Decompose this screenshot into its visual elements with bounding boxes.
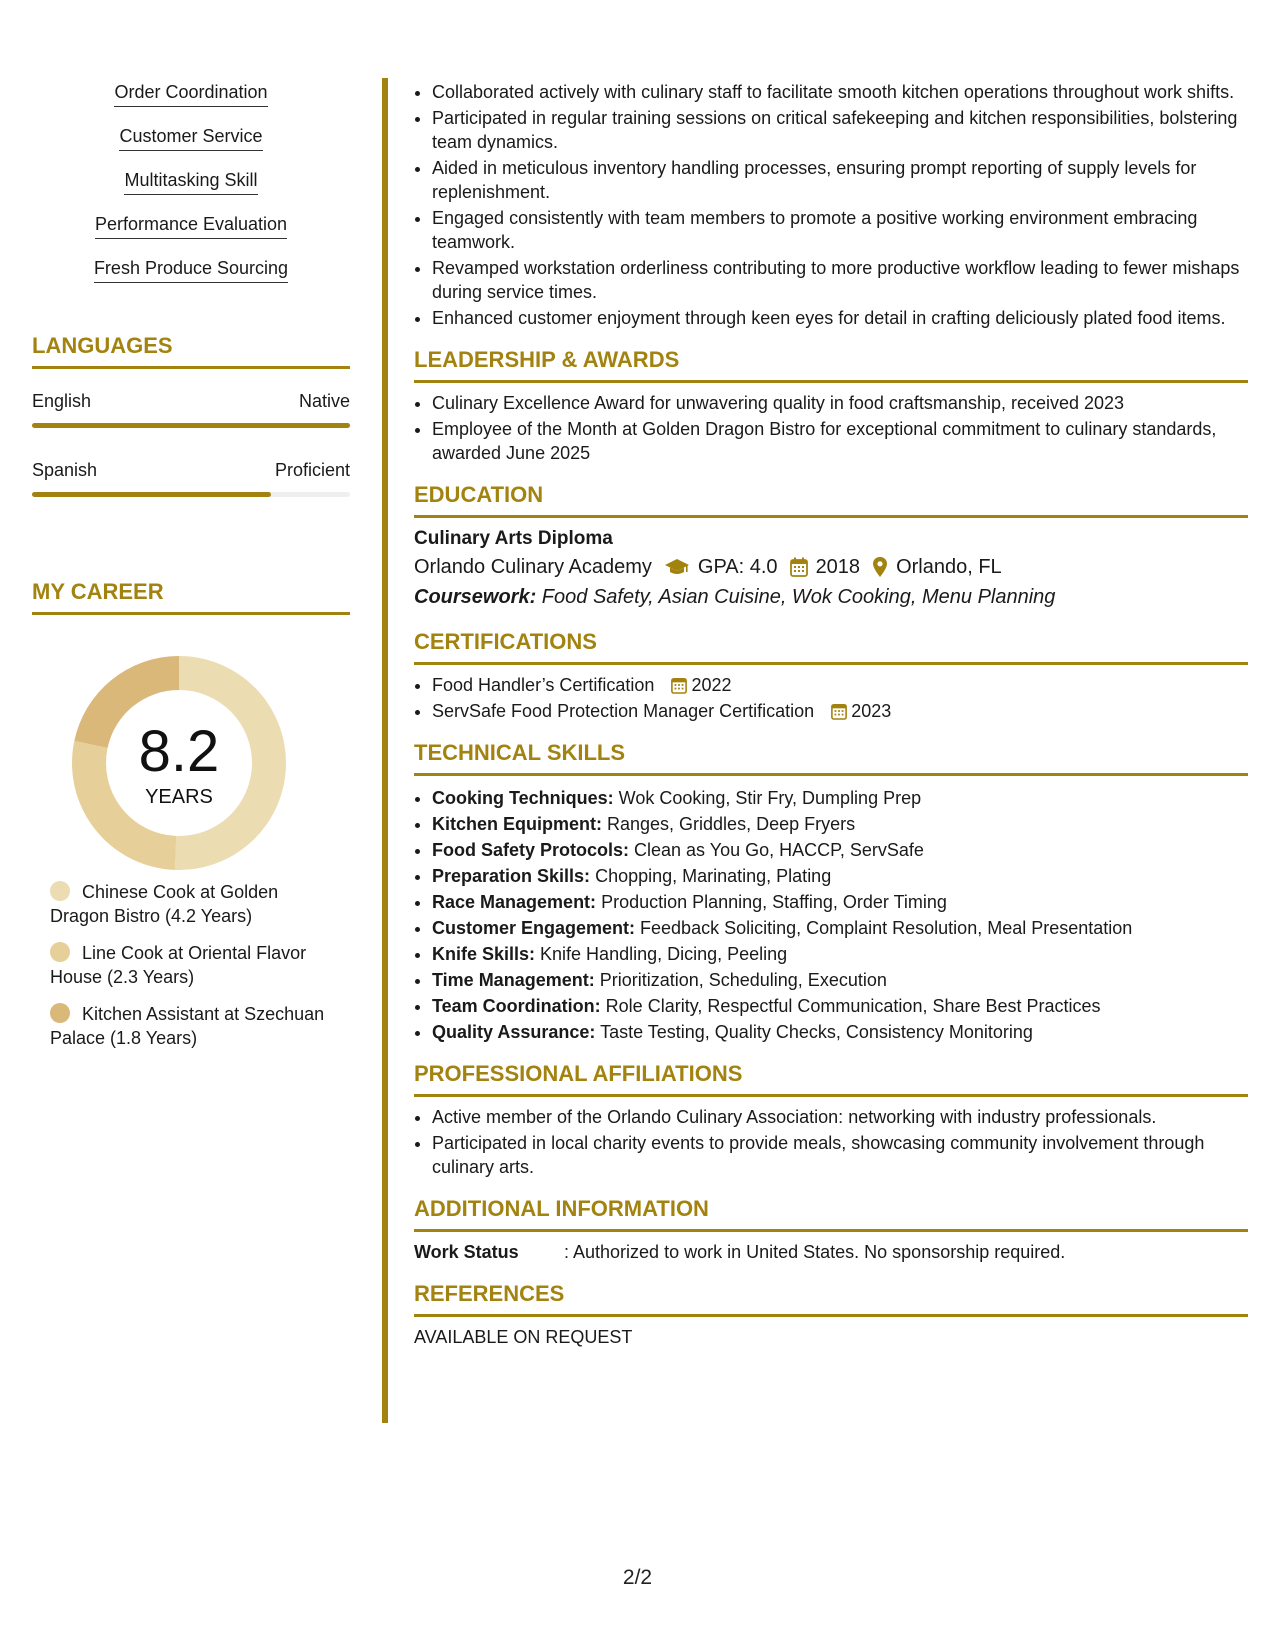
education-section	[414, 481, 1248, 612]
list-item	[432, 812, 1248, 836]
skill-category: Cooking Techniques:	[432, 788, 614, 808]
legend-item	[50, 941, 340, 989]
skill-category: Quality Assurance:	[432, 1022, 596, 1042]
list-item	[432, 786, 1248, 810]
section-rule	[414, 662, 1248, 665]
skill-tag: Performance Evaluation	[95, 212, 287, 239]
legend-item	[50, 1002, 340, 1050]
list-item: • Collaborated actively with culinary staff to facilitate smooth kitchen operations throughout work shifts.	[432, 80, 1248, 104]
skill-tag: Customer Service	[119, 124, 262, 151]
skill-tag: Fresh Produce Sourcing	[94, 256, 288, 283]
section-heading: PROFESSIONAL AFFILIATIONS	[414, 1061, 743, 1086]
career-donut-chart	[66, 650, 292, 876]
language-bar-fill	[32, 423, 350, 428]
section-rule	[414, 773, 1248, 776]
work-status-label: Work Status	[414, 1242, 519, 1262]
section-rule	[32, 366, 350, 369]
section-heading: EDUCATION	[414, 482, 544, 507]
school-name: Orlando Culinary Academy	[414, 556, 652, 578]
career-section	[32, 578, 350, 615]
legend-label: Line Cook at Oriental Flavor House (2.3 Years)	[50, 943, 307, 987]
certification-year: 2022	[691, 675, 732, 695]
language-item	[32, 389, 350, 428]
degree-title: Culinary Arts Diploma	[414, 528, 613, 549]
section-heading: LEADERSHIP & AWARDS	[414, 347, 680, 372]
legend-dot	[50, 942, 70, 962]
right-column	[414, 80, 1248, 1349]
gpa: GPA: 4.0	[697, 556, 778, 578]
section-heading: CERTIFICATIONS	[414, 629, 597, 654]
list-item: • Employee of the Month at Golden Dragon Bistro for exceptional commitment to culinary standards, awarded June 2025	[432, 417, 1248, 465]
section-rule	[414, 380, 1248, 383]
calendar-icon	[671, 676, 687, 694]
work-status-value: : Authorized to work in United States. No sponsorship required.	[564, 1242, 1066, 1262]
list-item: • Enhanced customer enjoyment through keen eyes for detail in crafting deliciously plated food items.	[432, 306, 1248, 330]
list-item: • Participated in regular training sessions on critical safekeeping and kitchen responsibilities, bolstering team dynamics.	[432, 106, 1248, 154]
list-item	[432, 699, 1248, 723]
coursework	[414, 582, 1248, 612]
work-status	[414, 1240, 1248, 1264]
section-heading: MY CAREER	[32, 579, 164, 604]
language-name: Spanish	[32, 460, 98, 480]
skill-values: Production Planning, Staffing, Order Timing	[596, 892, 947, 912]
skill-values: Chopping, Marinating, Plating	[590, 866, 832, 886]
column-divider	[382, 78, 388, 1423]
education-details	[414, 552, 1248, 582]
references-section	[414, 1280, 1248, 1349]
references-text: AVAILABLE ON REQUEST	[414, 1327, 633, 1347]
skill-values: Taste Testing, Quality Checks, Consistency Monitoring	[595, 1022, 1033, 1042]
list-item	[432, 890, 1248, 914]
section-rule	[414, 515, 1248, 518]
language-name: English	[32, 391, 92, 411]
language-level: Proficient	[274, 460, 350, 480]
list-item	[432, 1020, 1248, 1044]
calendar-icon	[831, 702, 847, 720]
skills-list	[32, 80, 350, 300]
coursework-label: Coursework:	[414, 586, 537, 608]
skill-category: Race Management:	[432, 892, 597, 912]
school-location: Orlando, FL	[896, 556, 1002, 578]
career-unit: YEARS	[145, 786, 213, 808]
list-item	[432, 673, 1248, 697]
list-item: • Revamped workstation orderliness contributing to more productive workflow leading to fewer mishaps during service times.	[432, 256, 1248, 304]
section-heading: ADDITIONAL INFORMATION	[414, 1196, 709, 1221]
experience-bullets	[414, 80, 1248, 330]
additional-info-section	[414, 1195, 1248, 1264]
list-item	[432, 864, 1248, 888]
skill-tag: Multitasking Skill	[124, 168, 257, 195]
skill-values: Ranges, Griddles, Deep Fryers	[602, 814, 856, 834]
page-number: 2/2	[622, 1566, 653, 1589]
legend-dot	[50, 881, 70, 901]
list-item: • Active member of the Orlando Culinary Association: networking with industry professionals.	[432, 1105, 1248, 1129]
list-item: • Culinary Excellence Award for unwavering quality in food craftsmanship, received 2023	[432, 391, 1248, 415]
skill-category: Kitchen Equipment:	[432, 814, 602, 834]
certification-name: ServSafe Food Protection Manager Certification	[432, 701, 815, 721]
list-item: • Aided in meticulous inventory handling processes, ensuring prompt reporting of supply levels for replenishment.	[432, 156, 1248, 204]
legend-item	[50, 880, 340, 928]
list-item	[432, 838, 1248, 862]
section-heading: REFERENCES	[414, 1281, 565, 1306]
list-item: • Engaged consistently with team members to promote a positive working environment embracing teamwork.	[432, 206, 1248, 254]
map-pin-icon	[872, 556, 888, 578]
skill-category: Time Management:	[432, 970, 595, 990]
career-total: 8.2	[138, 719, 220, 784]
legend-label: Chinese Cook at Golden Dragon Bistro (4.2 Years)	[50, 882, 279, 926]
skill-category: Knife Skills:	[432, 944, 536, 964]
language-item	[32, 458, 350, 497]
language-level: Native	[298, 391, 350, 411]
section-rule	[414, 1094, 1248, 1097]
skill-category: Team Coordination:	[432, 996, 601, 1016]
certification-year: 2023	[851, 701, 892, 721]
list-item	[432, 916, 1248, 940]
list-item: • Participated in local charity events to provide meals, showcasing community involvement through culinary arts.	[432, 1131, 1248, 1179]
section-heading: TECHNICAL SKILLS	[414, 740, 626, 765]
languages-section	[32, 332, 350, 497]
legend-label: Kitchen Assistant at Szechuan Palace (1.8 Years)	[50, 1004, 325, 1048]
graduation-year: 2018	[815, 556, 861, 578]
language-bar	[32, 492, 350, 497]
list-item	[432, 942, 1248, 966]
section-rule	[414, 1229, 1248, 1232]
legend-dot	[50, 1003, 70, 1023]
certifications-section	[414, 628, 1248, 723]
list-item	[432, 968, 1248, 992]
career-legend	[50, 880, 340, 1063]
skill-values: Knife Handling, Dicing, Peeling	[535, 944, 788, 964]
skill-category: Food Safety Protocols:	[432, 840, 630, 860]
skill-values: Prioritization, Scheduling, Execution	[594, 970, 887, 990]
skill-tag: Order Coordination	[114, 80, 267, 107]
left-column	[32, 80, 350, 1048]
skill-category: Preparation Skills:	[432, 866, 591, 886]
coursework-list: Food Safety, Asian Cuisine, Wok Cooking, Menu Planning	[536, 586, 1056, 608]
language-bar	[32, 423, 350, 428]
section-heading: LANGUAGES	[32, 333, 173, 358]
skill-category: Customer Engagement:	[432, 918, 636, 938]
section-rule	[32, 612, 350, 615]
language-bar-fill	[32, 492, 271, 497]
skill-values: Wok Cooking, Stir Fry, Dumpling Prep	[613, 788, 922, 808]
skill-values: Clean as You Go, HACCP, ServSafe	[629, 840, 924, 860]
list-item	[432, 994, 1248, 1018]
calendar-icon	[790, 557, 808, 577]
awards-section	[414, 346, 1248, 465]
skill-values: Feedback Soliciting, Complaint Resolution, Meal Presentation	[635, 918, 1133, 938]
affiliations-section	[414, 1060, 1248, 1179]
section-rule	[414, 1314, 1248, 1317]
skill-values: Role Clarity, Respectful Communication, Share Best Practices	[600, 996, 1101, 1016]
graduation-cap-icon	[664, 557, 690, 577]
technical-skills-section	[414, 739, 1248, 1044]
certification-name: Food Handler’s Certification	[432, 675, 655, 695]
